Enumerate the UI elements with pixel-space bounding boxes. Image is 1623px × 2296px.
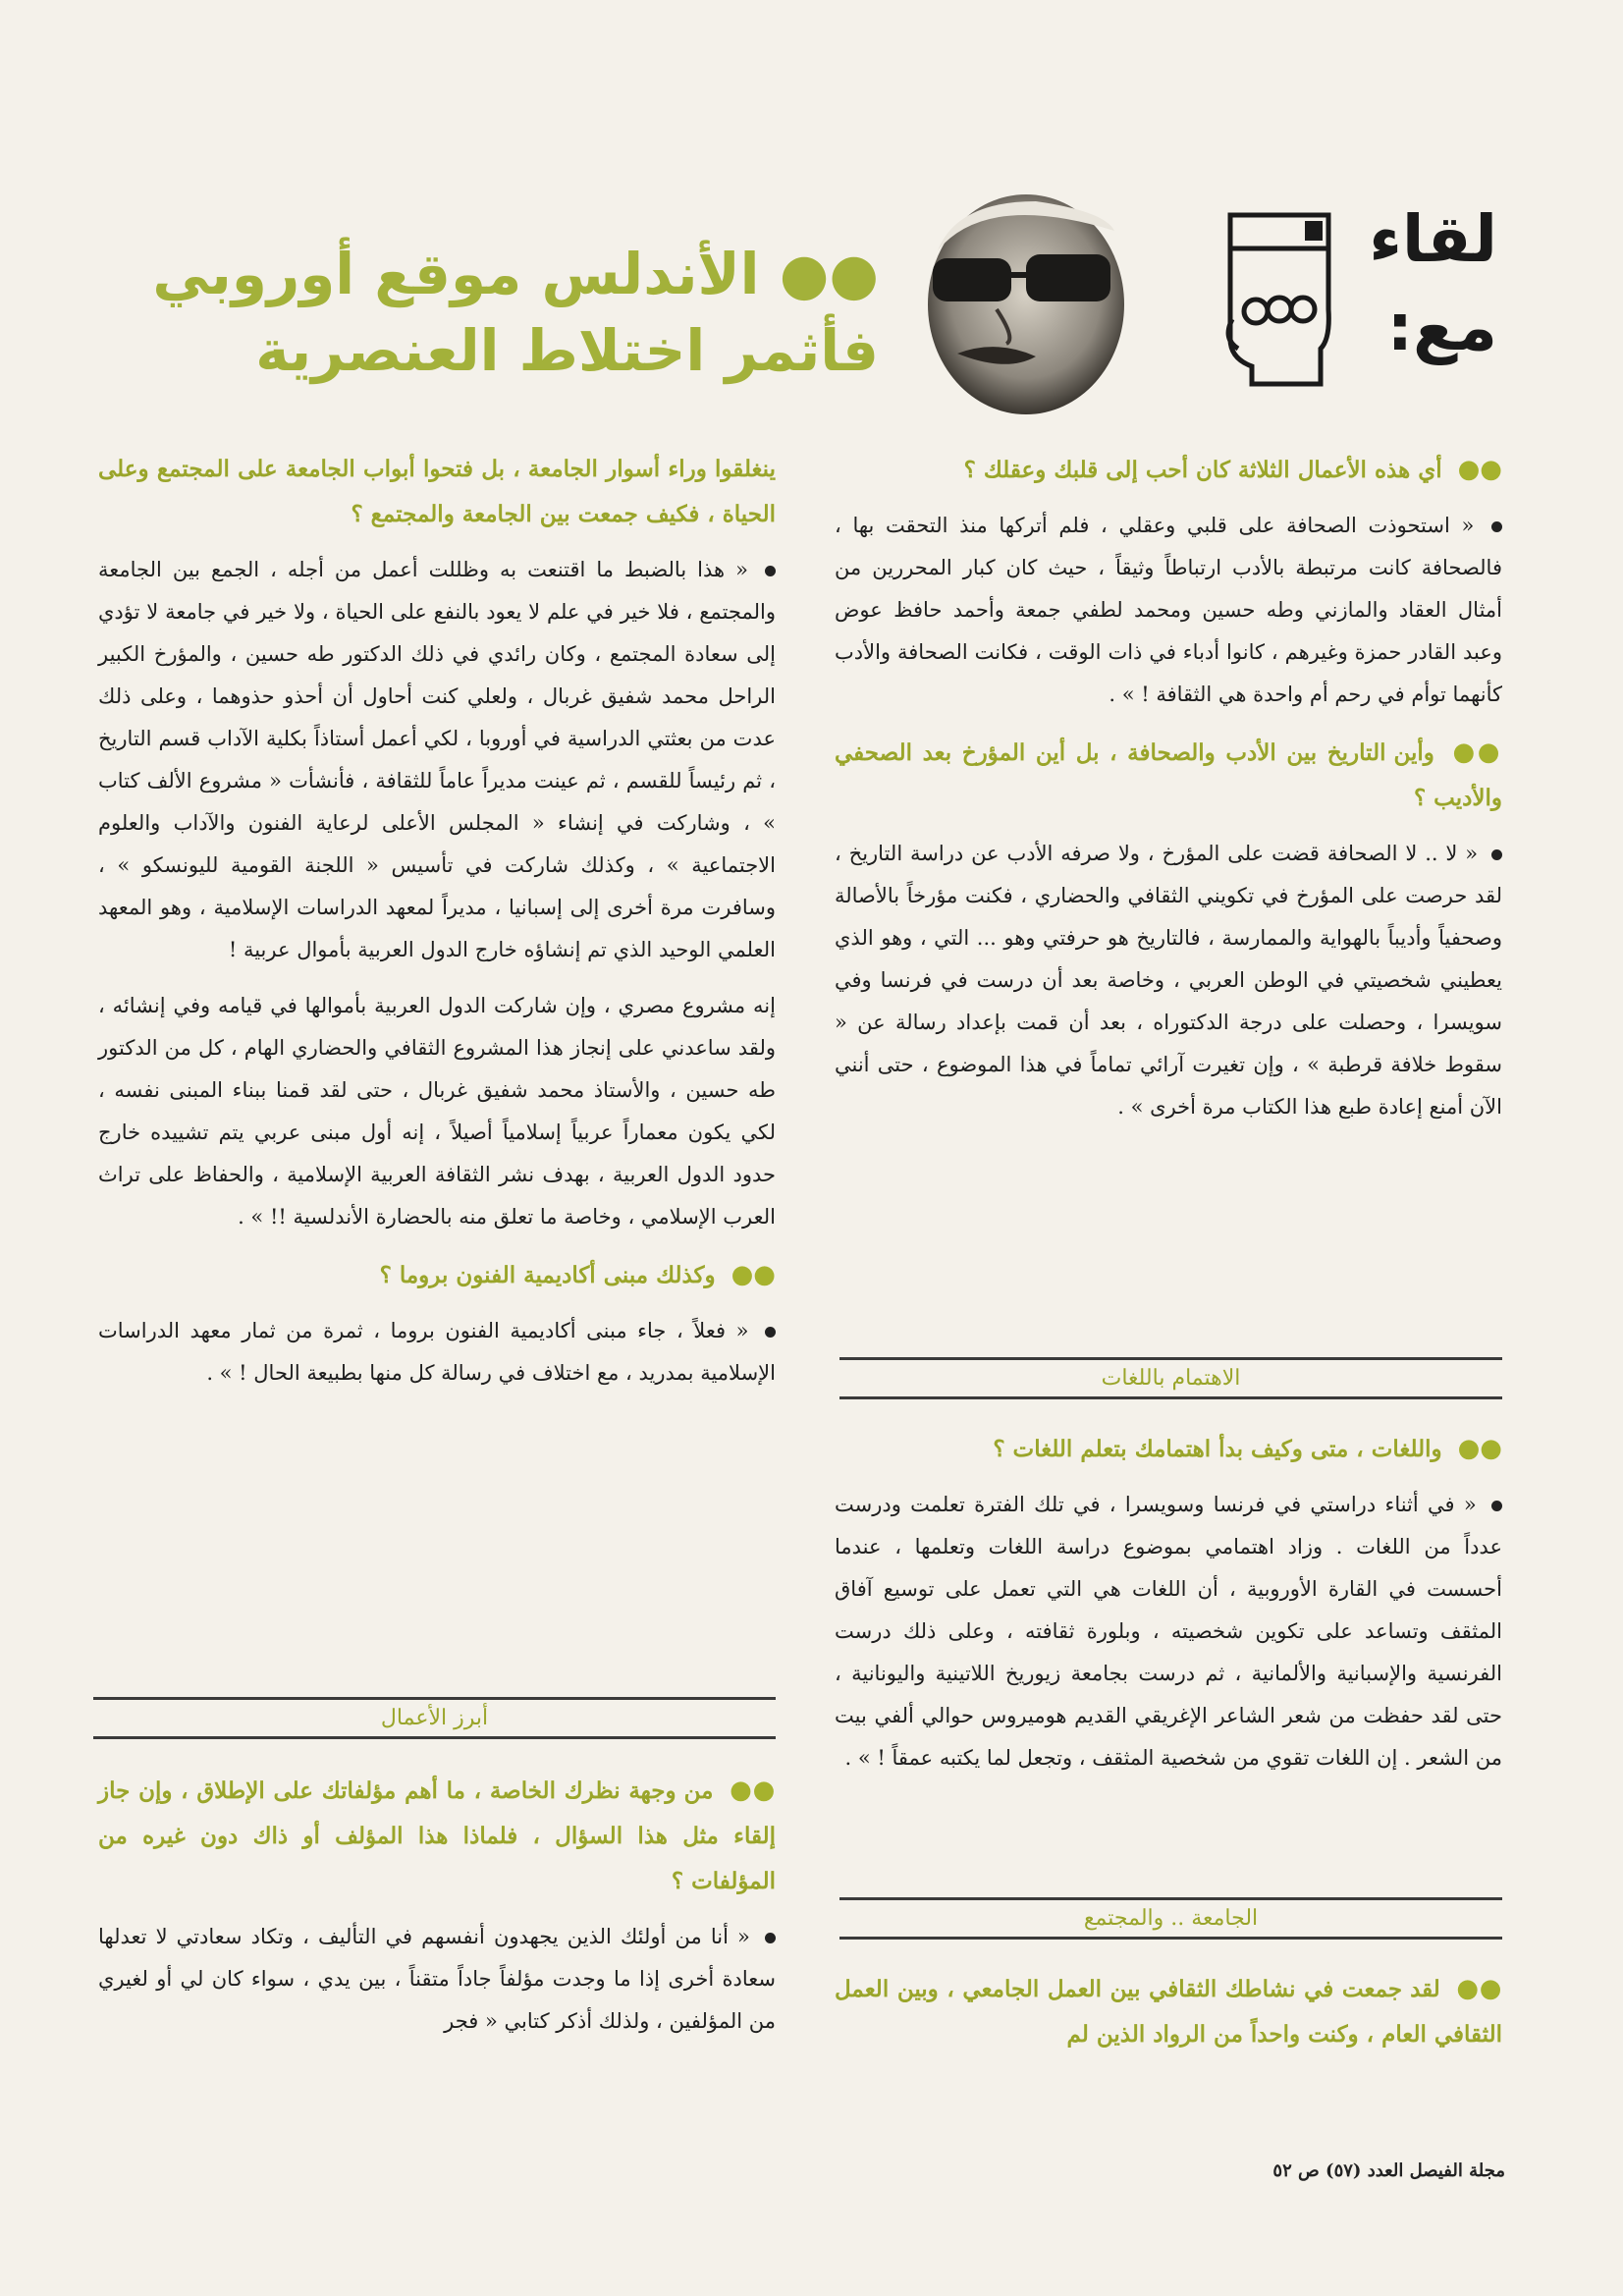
question-works-text: من وجهة نظرك الخاصة ، ما أهم مؤلفاتك على الإطلاق ، وإن جاز إلقاء مثل هذا السؤال ، فلماذا هذا المؤلف أو ذاك دون غيره من المؤلفات ؟ bbox=[98, 1777, 776, 1894]
answer-bullet-icon bbox=[765, 566, 776, 576]
answer-bullet-icon bbox=[765, 1327, 776, 1338]
title-line-2: فأثمر اختلاط العنصرية bbox=[255, 317, 879, 384]
answer-works bbox=[98, 1916, 776, 2043]
page-footer: مجلة الفيصل العدد (٥٧) ص ٥٢ bbox=[1272, 2160, 1505, 2181]
question-1 bbox=[835, 447, 1502, 493]
question-4 bbox=[835, 1966, 1502, 2057]
title-bullet-icon: ●● bbox=[779, 241, 879, 307]
section-heading-university bbox=[839, 1897, 1502, 1940]
logo-label-line2: مع: bbox=[1386, 290, 1497, 365]
question-3-text: واللغات ، متى وكيف بدأ اهتمامك بتعلم اللغات ؟ bbox=[993, 1436, 1442, 1462]
question-continued-text: ينغلقوا وراء أسوار الجامعة ، بل فتحوا أبواب الجامعة على المجتمع وعلى الحياة ، فكيف جمعت بين الجامعة والمجتمع ؟ bbox=[98, 456, 776, 527]
answer-institute-text: إنه مشروع مصري ، وإن شاركت الدول العربية بأموالها في قيامه وفي إنشائه ، ولقد ساعدني على إنجاز هذا المشروع الثقافي والحضاري الهام ، كل من الدكتور طه حسين ، والأستاذ محمد شفيق غربال ، حتى لقد قمنا ببناء المبنى نفسه ، لكي يكون معماراً عربياً إسلامياً أصيلاً ، إنه أول مبنى عربي يتم تشييده خارج حدود الدول العربية ، بهدف نشر الثقافة العربية الإسلامية ، والحفاظ على تراث العرب الإسلامي ، وخاصة ما تعلق منه بالحضارة الأندلسية !! » . bbox=[98, 994, 776, 1229]
answer-bullet-icon bbox=[1491, 849, 1502, 860]
question-2-text: وأين التاريخ بين الأدب والصحافة ، بل أين المؤرخ بعد الصحفي والأديب ؟ bbox=[835, 739, 1502, 811]
answer-rome-academy bbox=[98, 1310, 776, 1394]
answer-3-text: « في أثناء دراستي في فرنسا وسويسرا ، في تلك الفترة تعلمت ودرست عدداً من اللغات . وزاد اهتمامي بموضوع دراسة اللغات وتعلمها ، عندما أحسست في القارة الأوروبية ، أن اللغات هي التي تعمل على توسيع آفاق المثقف وتساعد على تكوين شخصيته ، وبلورة ثقافته ، وعلى ذلك درست الفرنسية والإسبانية والألمانية ، ثم درست بجامعة زيوريخ اللاتينية واليونانية ، حتى لقد حفظت من شعر الشاعر الإغريقي القديم هوميروس حوالي ألفي بيت من الشعر . إن اللغات تقوي من شخصية المثقف ، وتجعل لما يكتبه عمقاً ! » . bbox=[835, 1493, 1502, 1770]
answer-2-text: « لا .. لا الصحافة قضت على المؤرخ ، ولا صرفه الأدب عن دراسة التاريخ ، لقد حرصت على المؤرخ في تكويني الثقافي والحضاري ، فكنت مؤرخاً بالأصالة وصحفياً وأديباً بالهواية والممارسة ، فالتاريخ هو حرفتي وهو ... التي ، وهو الذي يعطيني شخصيتي في الوطن العربي ، وخاصة بعد أن درست في فرنسا وفي سويسرا ، وحصلت على درجة الدكتوراه ، بعد أن قمت بإعداد رسالة عن « سقوط خلافة قرطبة » ، وإن تغيرت آرائي تماماً في هذا الموضوع ، حتى أنني الآن أمنع إعادة طبع هذا الكتاب مرة أخرى » . bbox=[835, 842, 1502, 1119]
question-bullet-icon: ●● bbox=[1457, 1434, 1502, 1463]
question-rome-academy-text: وكذلك مبنى أكاديمية الفنون بروما ؟ bbox=[379, 1262, 716, 1288]
hand-holding-microphone-icon bbox=[1213, 201, 1340, 388]
answer-institute bbox=[98, 985, 776, 1238]
answer-3 bbox=[835, 1484, 1502, 1779]
question-works bbox=[98, 1768, 776, 1904]
right-column bbox=[835, 447, 1502, 1142]
title-line-1 bbox=[93, 236, 879, 312]
section-heading-works-text: أبرز الأعمال bbox=[380, 1706, 489, 1730]
question-continued bbox=[98, 447, 776, 537]
question-3 bbox=[835, 1426, 1502, 1472]
question-bullet-icon: ●● bbox=[1452, 738, 1503, 767]
answer-1 bbox=[835, 505, 1502, 716]
answer-bullet-icon bbox=[765, 1933, 776, 1943]
interviewee-portrait bbox=[918, 191, 1139, 417]
answer-works-text: « أنا من أولئك الذين يجهدون أنفسهم في التأليف ، وتكاد سعادتي لا تعدلها سعادة أخرى إذا ما وجدت مؤلفاً جاداً متقناً ، بين يدي ، سواء كان لي أو لغيري من المؤلفين ، ولذلك أذكر كتابي « فجر bbox=[98, 1925, 776, 2033]
answer-bullet-icon bbox=[1491, 521, 1502, 532]
section-heading-works bbox=[93, 1697, 776, 1739]
answer-university bbox=[98, 549, 776, 971]
interview-logo bbox=[1213, 201, 1497, 388]
portrait-photo bbox=[918, 191, 1139, 417]
answer-2 bbox=[835, 833, 1502, 1128]
answer-university-text: « هذا بالضبط ما اقتنعت به وظللت أعمل من أجله ، الجمع بين الجامعة والمجتمع ، فلا خير في علم لا يعود بالنفع على الحياة ، ولا خير في جامعة لا تؤدي إلى سعادة المجتمع ، وكان رائدي في ذلك الدكتور طه حسين ، والمؤرخ الكبير الراحل محمد شفيق غربال ، ولعلي كنت أحاول أن أحذو حذوهما ، وعلى ذلك عدت من بعثتي الدراسية في أوروبا ، لكي أعمل أستاذاً بكلية الآداب قسم التاريخ ، ثم رئيساً للقسم ، ثم عينت مديراً عاماً للثقافة ، فأنشأت « مشروع الألف كتاب » ، وشاركت في إنشاء « المجلس الأعلى لرعاية الفنون والآداب والعلوم الاجتماعية » ، وكذلك شاركت في تأسيس « اللجنة القومية لليونسكو » ، وسافرت مرة أخرى إلى إسبانيا ، مديراً لمعهد الدراسات الإسلامية ، وهو المعهد العلمي الوحيد الذي تم إنشاؤه خارج الدول العربية بأموال عربية ! bbox=[98, 558, 776, 961]
title-line-1-text: الأندلس موقع أوروبي bbox=[152, 241, 760, 307]
question-1-text: أي هذه الأعمال الثلاثة كان أحب إلى قلبك وعقلك ؟ bbox=[963, 457, 1442, 483]
answer-bullet-icon bbox=[1491, 1501, 1502, 1511]
question-rome-academy bbox=[98, 1252, 776, 1298]
right-column-lower bbox=[835, 1426, 1502, 1793]
answer-1-text: « استحوذت الصحافة على قلبي وعقلي ، فلم أتركها منذ التحقت بها ، فالصحافة كانت مرتبطة بالأدب ارتباطاً وثيقاً ، حيث كان كبار المحررين من أمثال العقاد والمازني وطه حسين ومحمد لطفي جمعة وأحمد حافظ عوض وعبد القادر حمزة وغيرهم ، كانوا أدباء في ذات الوقت ، فكانت الصحافة والأدب كأنهما توأم في رحم أم واحدة هي الثقافة ! » . bbox=[835, 514, 1502, 706]
question-bullet-icon: ●● bbox=[730, 1260, 776, 1289]
logo-label-line1: لقاء bbox=[1369, 201, 1497, 277]
right-column-bottom bbox=[835, 1966, 1502, 2069]
question-bullet-icon: ●● bbox=[730, 1776, 776, 1805]
section-heading-languages-text: الاهتمام باللغات bbox=[1101, 1366, 1241, 1391]
question-4-text: لقد جمعت في نشاطك الثقافي بين العمل الجامعي ، وبين العمل الثقافي العام ، وكنت واحداً من الرواد الذين لم bbox=[835, 1976, 1502, 2048]
question-bullet-icon: ●● bbox=[1456, 1974, 1502, 2003]
section-heading-university-text: الجامعة .. والمجتمع bbox=[1083, 1906, 1259, 1931]
answer-rome-academy-text: « فعلاً ، جاء مبنى أكاديمية الفنون بروما ، ثمرة من ثمار معهد الدراسات الإسلامية بمدريد ، مع اختلاف في رسالة كل منها بطبيعة الحال ! » . bbox=[98, 1319, 776, 1385]
left-column bbox=[98, 447, 776, 1408]
section-heading-languages bbox=[839, 1357, 1502, 1399]
left-column-lower bbox=[98, 1768, 776, 2056]
article-title bbox=[93, 236, 879, 389]
question-bullet-icon: ●● bbox=[1457, 455, 1502, 484]
question-2 bbox=[835, 730, 1502, 821]
